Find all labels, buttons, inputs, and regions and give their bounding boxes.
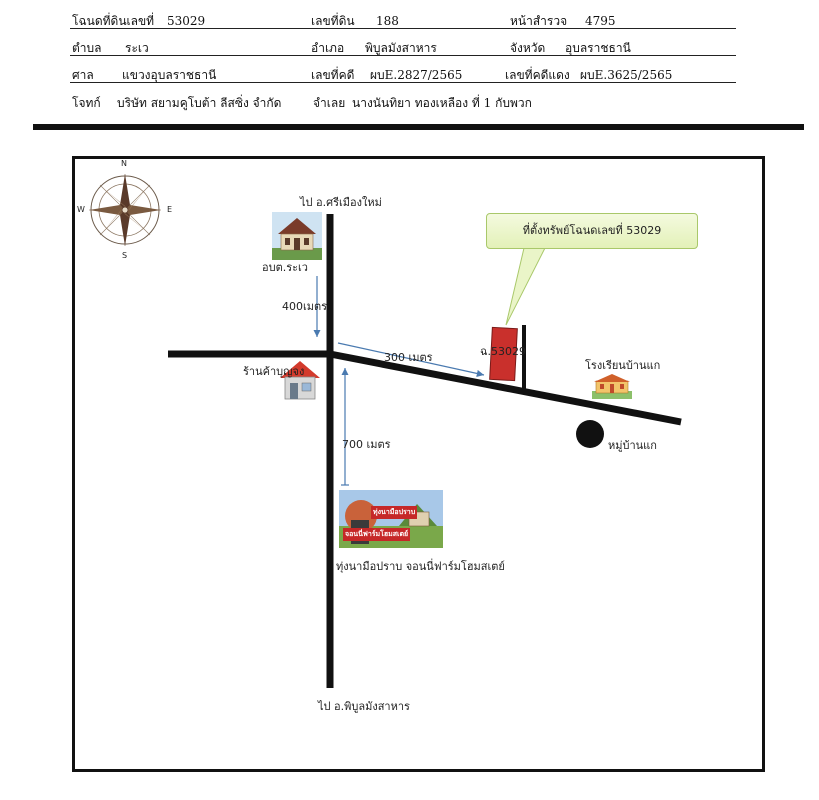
label-dist-300: 300 เมตร bbox=[384, 351, 433, 364]
label-school: โรงเรียนบ้านแก bbox=[585, 359, 661, 372]
sao-building-icon bbox=[272, 212, 322, 260]
defendant-label: จำเลย bbox=[313, 96, 346, 110]
subdistrict-value: ระเว bbox=[125, 41, 149, 55]
label-sao: อบต.ระเว bbox=[262, 261, 308, 274]
plaintiff-value: บริษัท สยามคูโบต้า ลีสซิ่ง จำกัด bbox=[117, 96, 282, 110]
district-value: พิบูลมังสาหาร bbox=[365, 41, 437, 55]
survey-label: หน้าสำรวจ bbox=[510, 14, 568, 28]
province-label: จังหวัด bbox=[510, 41, 546, 55]
case-value: ผบE.2827/2565 bbox=[370, 68, 463, 82]
plaintiff-label: โจทก์ bbox=[72, 96, 101, 110]
school-icon bbox=[592, 373, 632, 399]
red-case-value: ผบE.3625/2565 bbox=[580, 68, 673, 82]
homestay-photo bbox=[339, 490, 443, 548]
compass-s: S bbox=[122, 251, 128, 260]
label-dist-400: 400เมตร bbox=[282, 300, 328, 313]
label-village: หมู่บ้านแก bbox=[608, 439, 657, 452]
callout-text: ที่ตั้งทรัพย์โฉนดเลขที่ 53029 bbox=[522, 224, 662, 237]
deed-value: 53029 bbox=[167, 14, 206, 28]
homestay-sign-1: ทุ่งนามือปราบ bbox=[371, 506, 417, 519]
case-label: เลขที่คดี bbox=[311, 68, 355, 82]
compass-e: E bbox=[167, 205, 173, 214]
homestay-sign-2: จอนนี่ฟาร์มโฮมสเตย์ bbox=[343, 528, 410, 541]
compass-n: N bbox=[121, 159, 127, 168]
deed-label: โฉนดที่ดินเลขที่ bbox=[72, 14, 155, 28]
province-value: อุบลราชธานี bbox=[565, 41, 631, 55]
callout-tail bbox=[506, 248, 545, 325]
court-label: ศาล bbox=[72, 68, 94, 82]
land-no-label: เลขที่ดิน bbox=[311, 14, 355, 28]
label-plot: ฉ.53029 bbox=[480, 345, 526, 358]
land-no-value: 188 bbox=[376, 14, 399, 28]
defendant-value: นางนันทิยา ทองเหลือง ที่ 1 กับพวก bbox=[352, 96, 532, 110]
label-shop: ร้านค้าบุญจง bbox=[243, 365, 305, 378]
subdistrict-label: ตำบล bbox=[72, 41, 102, 55]
label-homestay: ทุ่งนามือปราบ จอนนี่ฟาร์มโฮมสเตย์ bbox=[336, 560, 505, 573]
property-callout bbox=[486, 213, 698, 249]
compass-w: W bbox=[77, 205, 85, 214]
label-to-south: ไป อ.พิบูลมังสาหาร bbox=[318, 700, 410, 713]
village-dot bbox=[576, 420, 604, 448]
red-case-label: เลขที่คดีแดง bbox=[505, 68, 570, 82]
court-value: แขวงอุบลราชธานี bbox=[122, 68, 217, 82]
survey-value: 4795 bbox=[585, 14, 616, 28]
district-label: อำเภอ bbox=[311, 41, 345, 55]
label-to-north: ไป อ.ศรีเมืองใหม่ bbox=[300, 196, 382, 209]
label-dist-700: 700 เมตร bbox=[342, 438, 391, 451]
